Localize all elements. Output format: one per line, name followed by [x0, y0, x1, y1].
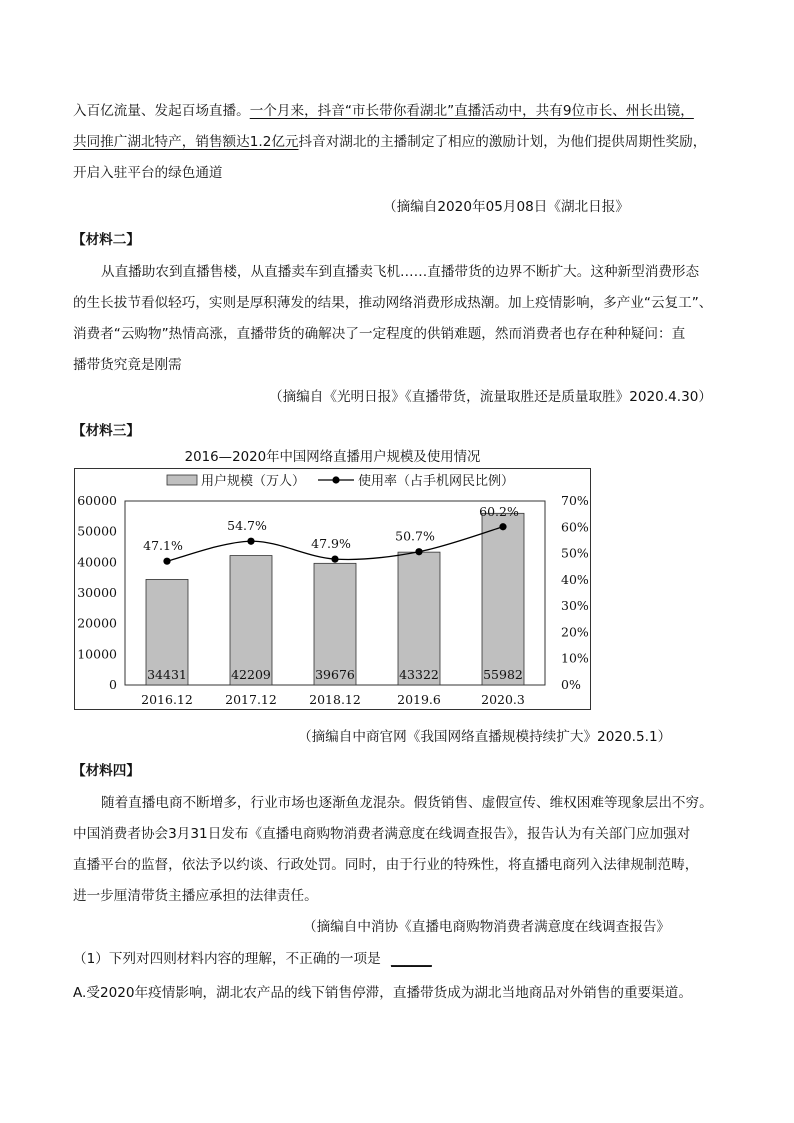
x-tick-label: 2020.3: [481, 692, 525, 707]
bar-2019.6: [398, 552, 440, 685]
y2-tick-label: 20%: [561, 624, 589, 640]
legend-bar-label: 用户规模（万人）: [201, 474, 306, 489]
legend-line-marker: [332, 476, 339, 483]
material2-line: 消费者“云购物”热情高涨，直播带货的确解决了一定程度的供销难题，然而消费者也存在种种疑问：直: [73, 326, 686, 342]
usage-rate-point: [499, 523, 506, 530]
usage-rate-label: 60.2%: [479, 503, 519, 519]
legend-line-label: 使用率（占手机网民比例）: [358, 474, 515, 489]
combo-chart: [75, 469, 590, 709]
material4-source: （摘编自中消协《直播电商购物消费者满意度在线调查报告》: [303, 919, 671, 935]
usage-rate-point: [331, 555, 338, 562]
material1-line1-underlined: 一个月来，抖音“市长带你看湖北”直播活动中，共有9位市长、州长出镜，: [249, 103, 694, 119]
material3-heading: 【材料三】: [72, 423, 140, 439]
material2-line: 从直播助农到直播售楼，从直播卖车到直播卖飞机……直播带货的边界不断扩大。这种新型消费形态: [101, 264, 700, 280]
y-tick-label: 30000: [77, 585, 117, 600]
bar-value-label: 39676: [315, 667, 355, 682]
bar-value-label: 43322: [399, 667, 439, 682]
x-tick-label: 2018.12: [309, 692, 361, 707]
material3-source: （摘编自中商官网《我国网络直播规模持续扩大》2020.5.1）: [298, 729, 672, 745]
usage-rate-label: 47.1%: [143, 538, 183, 554]
y2-tick-label: 40%: [561, 571, 589, 587]
usage-rate-label: 54.7%: [227, 518, 267, 534]
y-tick-label: 10000: [77, 646, 117, 662]
y2-tick-label: 10%: [561, 650, 589, 666]
material4-line: 直播平台的监督，依法予以约谈、行政处罚。同时，由于行业的特殊性，将直播电商列入法律规制范畴，: [73, 857, 699, 873]
chart-title: 2016—2020年中国网络直播用户规模及使用情况: [184, 450, 481, 465]
y-tick-label: 50000: [77, 523, 117, 539]
material2-line: 播带货究竟是刚需: [73, 357, 182, 373]
material1-line2: [73, 132, 738, 152]
chart-frame: [74, 468, 591, 710]
usage-rate-label: 50.7%: [395, 528, 435, 544]
material2-heading: 【材料二】: [72, 232, 140, 248]
bar-value-label: 42209: [231, 667, 271, 682]
material1-line1: [73, 101, 738, 121]
question-text: （1）下列对四则材料内容的理解，不正确的一项是: [73, 951, 381, 967]
x-tick-label: 2017.12: [225, 692, 277, 707]
material1-line3: 开启入驻平台的绿色通道: [73, 165, 223, 181]
y-tick-label: 40000: [77, 554, 117, 570]
material1-line2-plain: 抖音对湖北的主播制定了相应的激励计划，为他们提供周期性奖励，: [298, 134, 707, 150]
material4-body: [73, 788, 738, 912]
material2-source: （摘编自《光明日报》《直播带货，流量取胜还是质量取胜》2020.4.30）: [269, 389, 713, 405]
question-stem: [73, 949, 738, 969]
usage-rate-point: [163, 558, 170, 565]
material2-body: [73, 257, 738, 381]
material4-line: 随着直播电商不断增多，行业市场也逐渐鱼龙混杂。假货销售、虚假宣传、维权困难等现象层出不穷。: [101, 795, 713, 811]
bar-2020.3: [482, 513, 524, 685]
material4-heading: 【材料四】: [72, 763, 140, 779]
material1-line2-underlined: 共同推广湖北特产，销售额达1.2亿元: [73, 134, 299, 150]
y2-tick-label: 60%: [561, 519, 589, 535]
usage-rate-point: [247, 538, 254, 545]
material1-line1-plain: 入百亿流量、发起百场直播。: [73, 103, 250, 119]
material4-line: 进一步厘清带货主播应承担的法律责任。: [73, 888, 318, 904]
legend-bar-swatch: [167, 475, 197, 485]
x-tick-label: 2019.6: [397, 692, 441, 707]
bar-value-label: 34431: [147, 667, 187, 682]
y2-tick-label: 30%: [561, 598, 589, 614]
x-tick-label: 2016.12: [141, 692, 193, 707]
material4-line: 中国消费者协会3月31日发布《直播电商购物消费者满意度在线调查报告》，报告认为有关部门应加强对: [73, 826, 691, 842]
answer-blank: ______: [391, 951, 432, 967]
material2-line: 的生长拔节看似轻巧，实则是厚积薄发的结果，推动网络消费形成热潮。加上疫情影响，多产业“云复工”、: [73, 295, 713, 311]
usage-rate-label: 47.9%: [311, 536, 351, 552]
option-a: A.受2020年疫情影响，湖北农产品的线下销售停滞，直播带货成为湖北当地商品对外销售的重要渠道。: [73, 985, 692, 1001]
bar-2017.12: [230, 556, 272, 685]
bar-value-label: 55982: [483, 667, 523, 682]
y2-tick-label: 0%: [561, 677, 581, 692]
usage-rate-point: [415, 548, 422, 555]
y2-tick-label: 70%: [561, 493, 589, 508]
y-tick-label: 0: [109, 677, 117, 692]
material1-source: （摘编自2020年05月08日《湖北日报》: [383, 199, 629, 215]
y2-tick-label: 50%: [561, 545, 589, 561]
y-tick-label: 20000: [77, 615, 117, 631]
y-tick-label: 60000: [77, 493, 117, 508]
